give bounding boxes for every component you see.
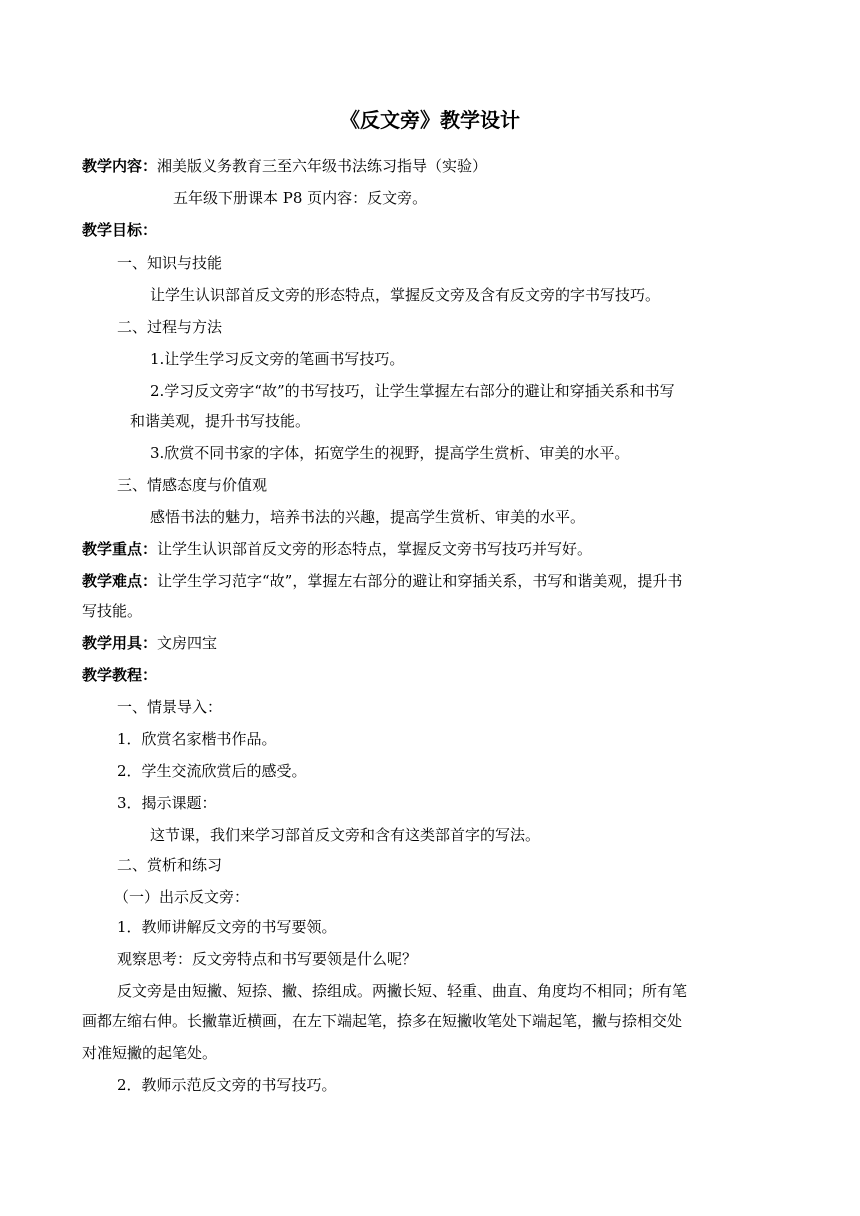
knowledge-text: 让学生认识部首反文旁的形态特点，掌握反文旁及含有反文旁的字书写技巧。 [150, 286, 661, 304]
section-2-sub-1: （一）出示反文旁： [114, 888, 250, 906]
section-2-think: 观察思考：反文旁特点和书写要领是什么呢？ [117, 950, 418, 968]
page-title: 《反文旁》教学设计 [340, 108, 520, 132]
section-1-heading: 一、情景导入： [117, 698, 223, 716]
process-item-1: 1.让学生学习反文旁的笔画书写技巧。 [150, 350, 405, 368]
section-1-item-3: 3．揭示课题： [117, 794, 217, 812]
difficulty-label: 教学难点： [82, 572, 158, 590]
content-row [82, 156, 487, 176]
knowledge-heading: 一、知识与技能 [117, 254, 223, 272]
section-2-heading: 二、赏析和练习 [117, 856, 223, 874]
process-heading: 二、过程与方法 [117, 318, 223, 336]
content-line-2: 五年级下册课本 P8 页内容：反文旁。 [173, 189, 428, 207]
difficulty-text-a: 让学生学习范字“故”，掌握左右部分的避让和穿插关系，书写和谐美观，提升书 [157, 572, 683, 590]
key-point-text: 让学生认识部首反文旁的形态特点，掌握反文旁书写技巧并写好。 [157, 540, 593, 558]
objectives-label: 教学目标： [82, 221, 158, 239]
section-1-item-3-text: 这节课，我们来学习部首反文旁和含有这类部首字的写法。 [150, 826, 541, 844]
section-1-item-2: 2．学生交流欣赏后的感受。 [117, 762, 307, 780]
process-item-3: 3.欣赏不同书家的字体，拓宽学生的视野，提高学生赏析、审美的水平。 [150, 444, 630, 462]
section-2-para-c: 对准短撇的起笔处。 [82, 1044, 218, 1062]
process-item-2a: 2.学习反文旁字“故”的书写技巧，让学生掌握左右部分的避让和穿插关系和书写 [150, 382, 675, 400]
process-item-2b: 和谐美观，提升书写技能。 [130, 412, 311, 430]
section-2-item-1: 1．教师讲解反文旁的书写要领。 [117, 918, 337, 936]
tools-text: 文房四宝 [157, 634, 218, 652]
section-2-para-a: 反文旁是由短撇、短捺、撇、捺组成。两撇长短、轻重、曲直、角度均不相同；所有笔 [117, 982, 688, 1000]
difficulty-row [82, 571, 682, 591]
content-label: 教学内容： [82, 157, 158, 175]
procedure-label: 教学教程： [82, 666, 158, 684]
tools-label: 教学用具： [82, 634, 158, 652]
content-line-1: 湘美版义务教育三至六年级书法练习指导（实验） [157, 157, 488, 175]
difficulty-text-b: 写技能。 [82, 602, 143, 620]
emotion-heading: 三、情感态度与价值观 [117, 476, 268, 494]
section-2-item-2: 2．教师示范反文旁的书写技巧。 [117, 1076, 337, 1094]
tools-row [82, 633, 217, 653]
section-2-para-b: 画都左缩右伸。长撇靠近横画，在左下端起笔，捺多在短撇收笔处下端起笔，撇与捺相交处 [82, 1012, 683, 1030]
section-1-item-1: 1．欣赏名家楷书作品。 [117, 730, 277, 748]
key-point-label: 教学重点： [82, 540, 158, 558]
emotion-text: 感悟书法的魅力，培养书法的兴趣，提高学生赏析、审美的水平。 [150, 508, 586, 526]
key-point-row [82, 539, 592, 559]
